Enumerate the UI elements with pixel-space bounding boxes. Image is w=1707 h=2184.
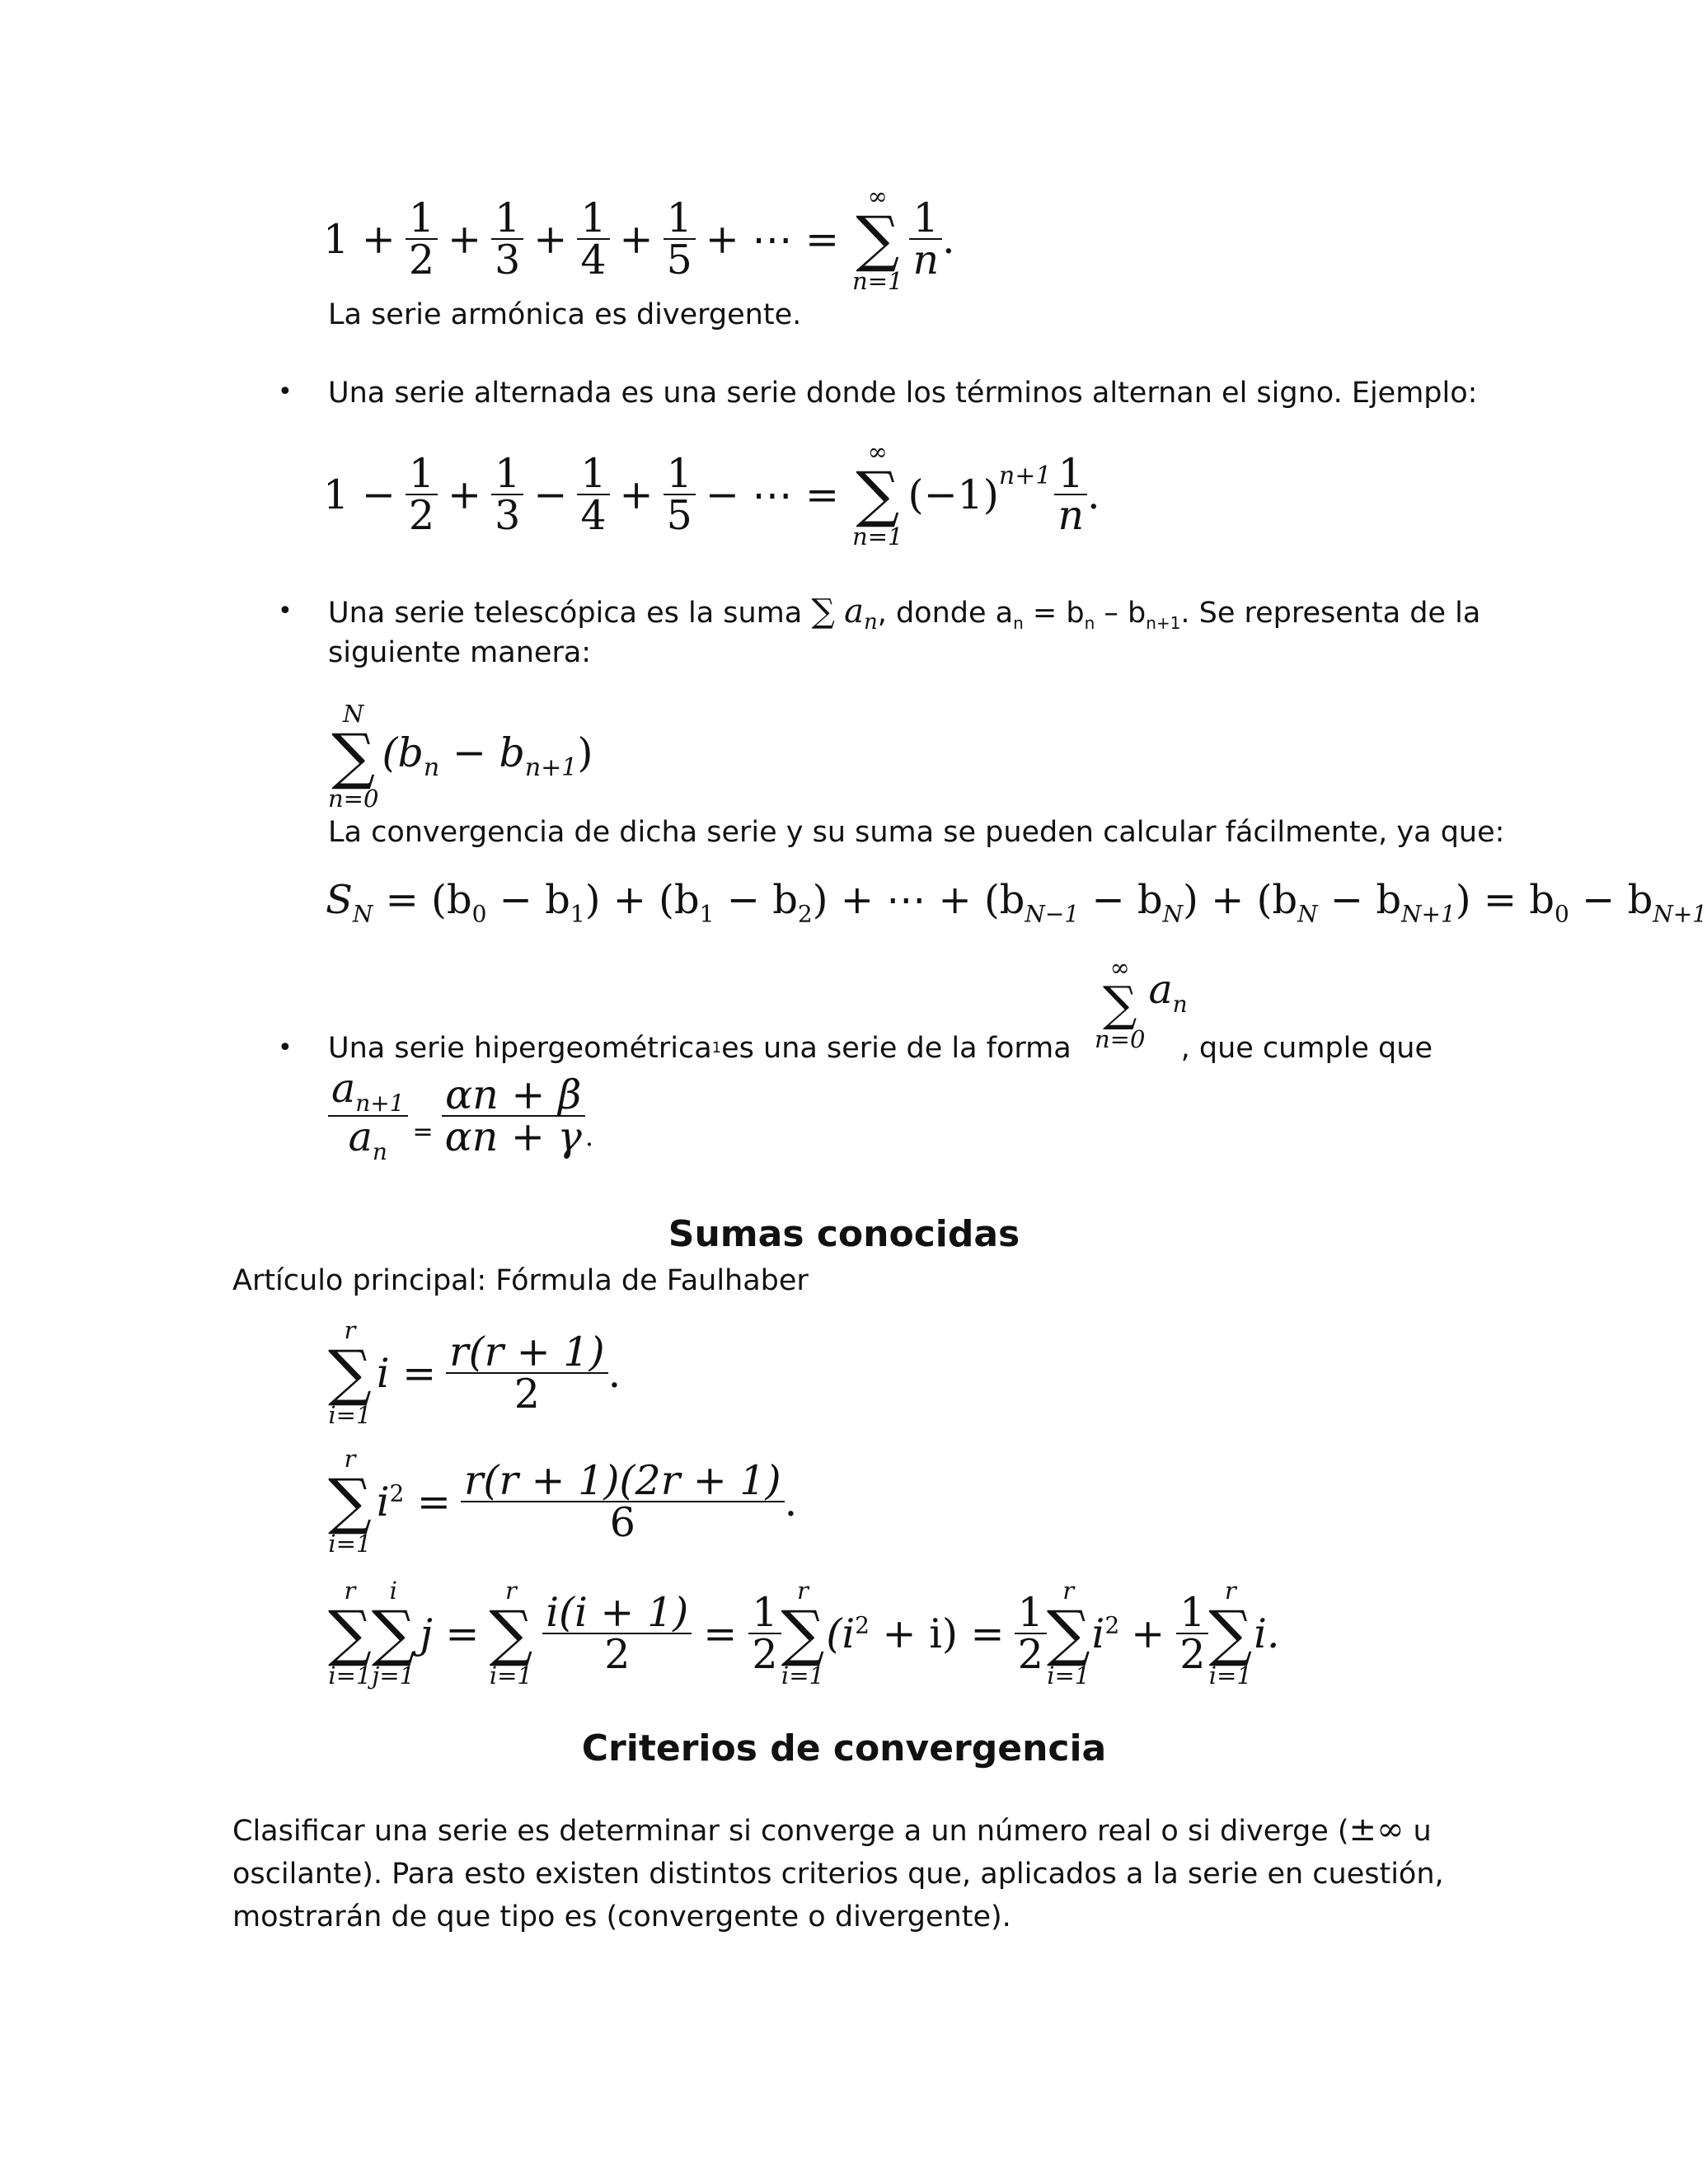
ratio-an1-an: $\frac{a_{n+1}}{a_n}$ <box>328 1068 408 1164</box>
fraction-1-5: $\frac{1}{5}$ <box>664 198 696 280</box>
hypergeometric-sum-formula: ∞ ∑ n=0 $a_n$ <box>1095 954 1188 1053</box>
hypergeometric-text: Una serie hipergeométrica 1 es una serie de la forma , que cumple que <box>328 1027 1433 1070</box>
telescopic-series-text: Una serie telescópica es la suma ∑ $a_n$, donde $a_n = b_n - b_{n+1}$. Se representa de la <box>328 593 1481 635</box>
fraction-1-3: $\frac{1}{3}$ <box>491 453 523 536</box>
section-heading-criterios: Criterios de convergencia <box>581 1727 1107 1769</box>
fraction-1-2: $\frac{1}{2}$ <box>406 453 438 536</box>
section-heading-sumas: Sumas conocidas <box>668 1213 1020 1255</box>
fraction: $\frac{i(i + 1)}{2}$ <box>542 1592 692 1675</box>
summation-symbol: ∞ ∑ n=1 <box>852 438 903 551</box>
bullet-icon: • <box>278 1033 293 1062</box>
fraction-1-n: $\frac{1}{n}$ <box>909 198 942 280</box>
fraction: $\frac{r(r + 1)(2r + 1)}{6}$ <box>461 1460 785 1543</box>
summation-symbol: r ∑ i=1 <box>328 1445 372 1558</box>
fraction-1-2: $\frac{1}{2}$ <box>1176 1592 1208 1675</box>
telescopic-sum-formula: N ∑ n=0 $(b_n - b_{n+1})$ <box>328 700 593 813</box>
footnote-marker: 1 <box>711 1039 722 1057</box>
summation-symbol: r ∑ i=1 <box>1208 1577 1253 1690</box>
summation-symbol: r ∑ i=1 <box>328 1577 372 1690</box>
fraction-1-2: $\frac{1}{2}$ <box>748 1592 781 1675</box>
bullet-icon: • <box>278 597 293 626</box>
sum-formula-3: r ∑ i=1 i ∑ j=1 j = r ∑ i=1 $\frac{i(i + 1)}{2}$ = $\frac{1}{2}$ r ∑ i=1 $(i^2 + i)$ = $\frac{1}{2}$ r ∑ i=1 $i^2$ + $\frac{1}{2}$ r ∑ i=1 i. <box>328 1577 1280 1690</box>
summation-symbol: r ∑ i=1 <box>489 1577 533 1690</box>
summation-symbol: r ∑ i=1 <box>781 1577 825 1690</box>
telescopic-series-text-line2: siguiente manera: <box>328 636 592 669</box>
ratio-alpha-beta-gamma: $\frac{\alpha n + \beta}{\alpha n + \gamma}$ <box>442 1075 585 1157</box>
fraction-1-2: $\frac{1}{2}$ <box>1015 1592 1047 1675</box>
summation-symbol: i ∑ j=1 <box>371 1577 415 1690</box>
harmonic-caption: La serie armónica es divergente. <box>328 298 802 331</box>
sum-formula-2: r ∑ i=1 $i^2$ = $\frac{r(r + 1)(2r + 1)}{6}$ . <box>328 1445 798 1558</box>
criterios-paragraph: Clasificar una serie es determinar si converge a un número real o si diverge (±∞ u oscilante). Para esto existen distintos criterios que, aplicados a la serie en cuestión, mostrarán de que tipo es (convergente o divergente). <box>232 1811 1444 1933</box>
harmonic-term-1: 1 + <box>323 215 396 263</box>
fraction-1-n: $\frac{1}{n}$ <box>1054 453 1087 536</box>
fraction-1-5: $\frac{1}{5}$ <box>664 453 696 536</box>
summation-symbol: N ∑ n=0 <box>328 700 379 813</box>
sum-formula-1: r ∑ i=1 i = $\frac{r(r + 1)}{2}$ . <box>328 1316 621 1429</box>
summation-symbol: ∞ ∑ n=0 <box>1095 954 1146 1053</box>
fraction-1-4: $\frac{1}{4}$ <box>577 453 609 536</box>
partial-sum-formula: $S_N = (b_0 - b_1) + (b_1 - b_2)$ + ⋯ + $(b_{N-1} - b_N) + (b_N - b_{N+1}) = b_0 - b_{N+1}$ <box>326 877 1707 928</box>
summation-symbol: r ∑ i=1 <box>1046 1577 1090 1690</box>
hypergeometric-ratio-formula: $\frac{a_{n+1}}{a_n}$ = $\frac{\alpha n + \beta}{\alpha n + \gamma}$ . <box>328 1068 593 1164</box>
fraction: $\frac{r(r + 1)}{2}$ <box>446 1332 607 1414</box>
plus-minus-infinity: ±∞ <box>1348 1811 1405 1849</box>
fraction-1-3: $\frac{1}{3}$ <box>491 198 523 280</box>
harmonic-series-formula: 1 + $\frac{1}{2}$ + $\frac{1}{3}$ + $\frac{1}{4}$ + $\frac{1}{5}$ + ⋯ = ∞ ∑ n=1 $\frac{1}{n}$ . <box>323 182 955 295</box>
sum-an-inline: ∑ $a_n$ <box>811 593 878 635</box>
summation-symbol: ∞ ∑ n=1 <box>852 182 903 295</box>
alternating-series-text: Una serie alternada es una serie donde los términos alternan el signo. Ejemplo: <box>328 377 1478 410</box>
summation-symbol: r ∑ i=1 <box>328 1316 372 1429</box>
convergence-text: La convergencia de dicha serie y su suma se pueden calcular fácilmente, ya que: <box>328 816 1505 849</box>
alternating-series-formula: 1 − $\frac{1}{2}$ + $\frac{1}{3}$ − $\frac{1}{4}$ + $\frac{1}{5}$ − ⋯ = ∞ ∑ n=1 (−1) n+1 $\frac{1}{n}$ . <box>323 438 1100 551</box>
fraction-1-4: $\frac{1}{4}$ <box>577 198 609 280</box>
bullet-icon: • <box>278 377 293 406</box>
fraction-1-2: $\frac{1}{2}$ <box>406 198 438 280</box>
main-article-link: Artículo principal: Fórmula de Faulhaber <box>232 1264 809 1297</box>
